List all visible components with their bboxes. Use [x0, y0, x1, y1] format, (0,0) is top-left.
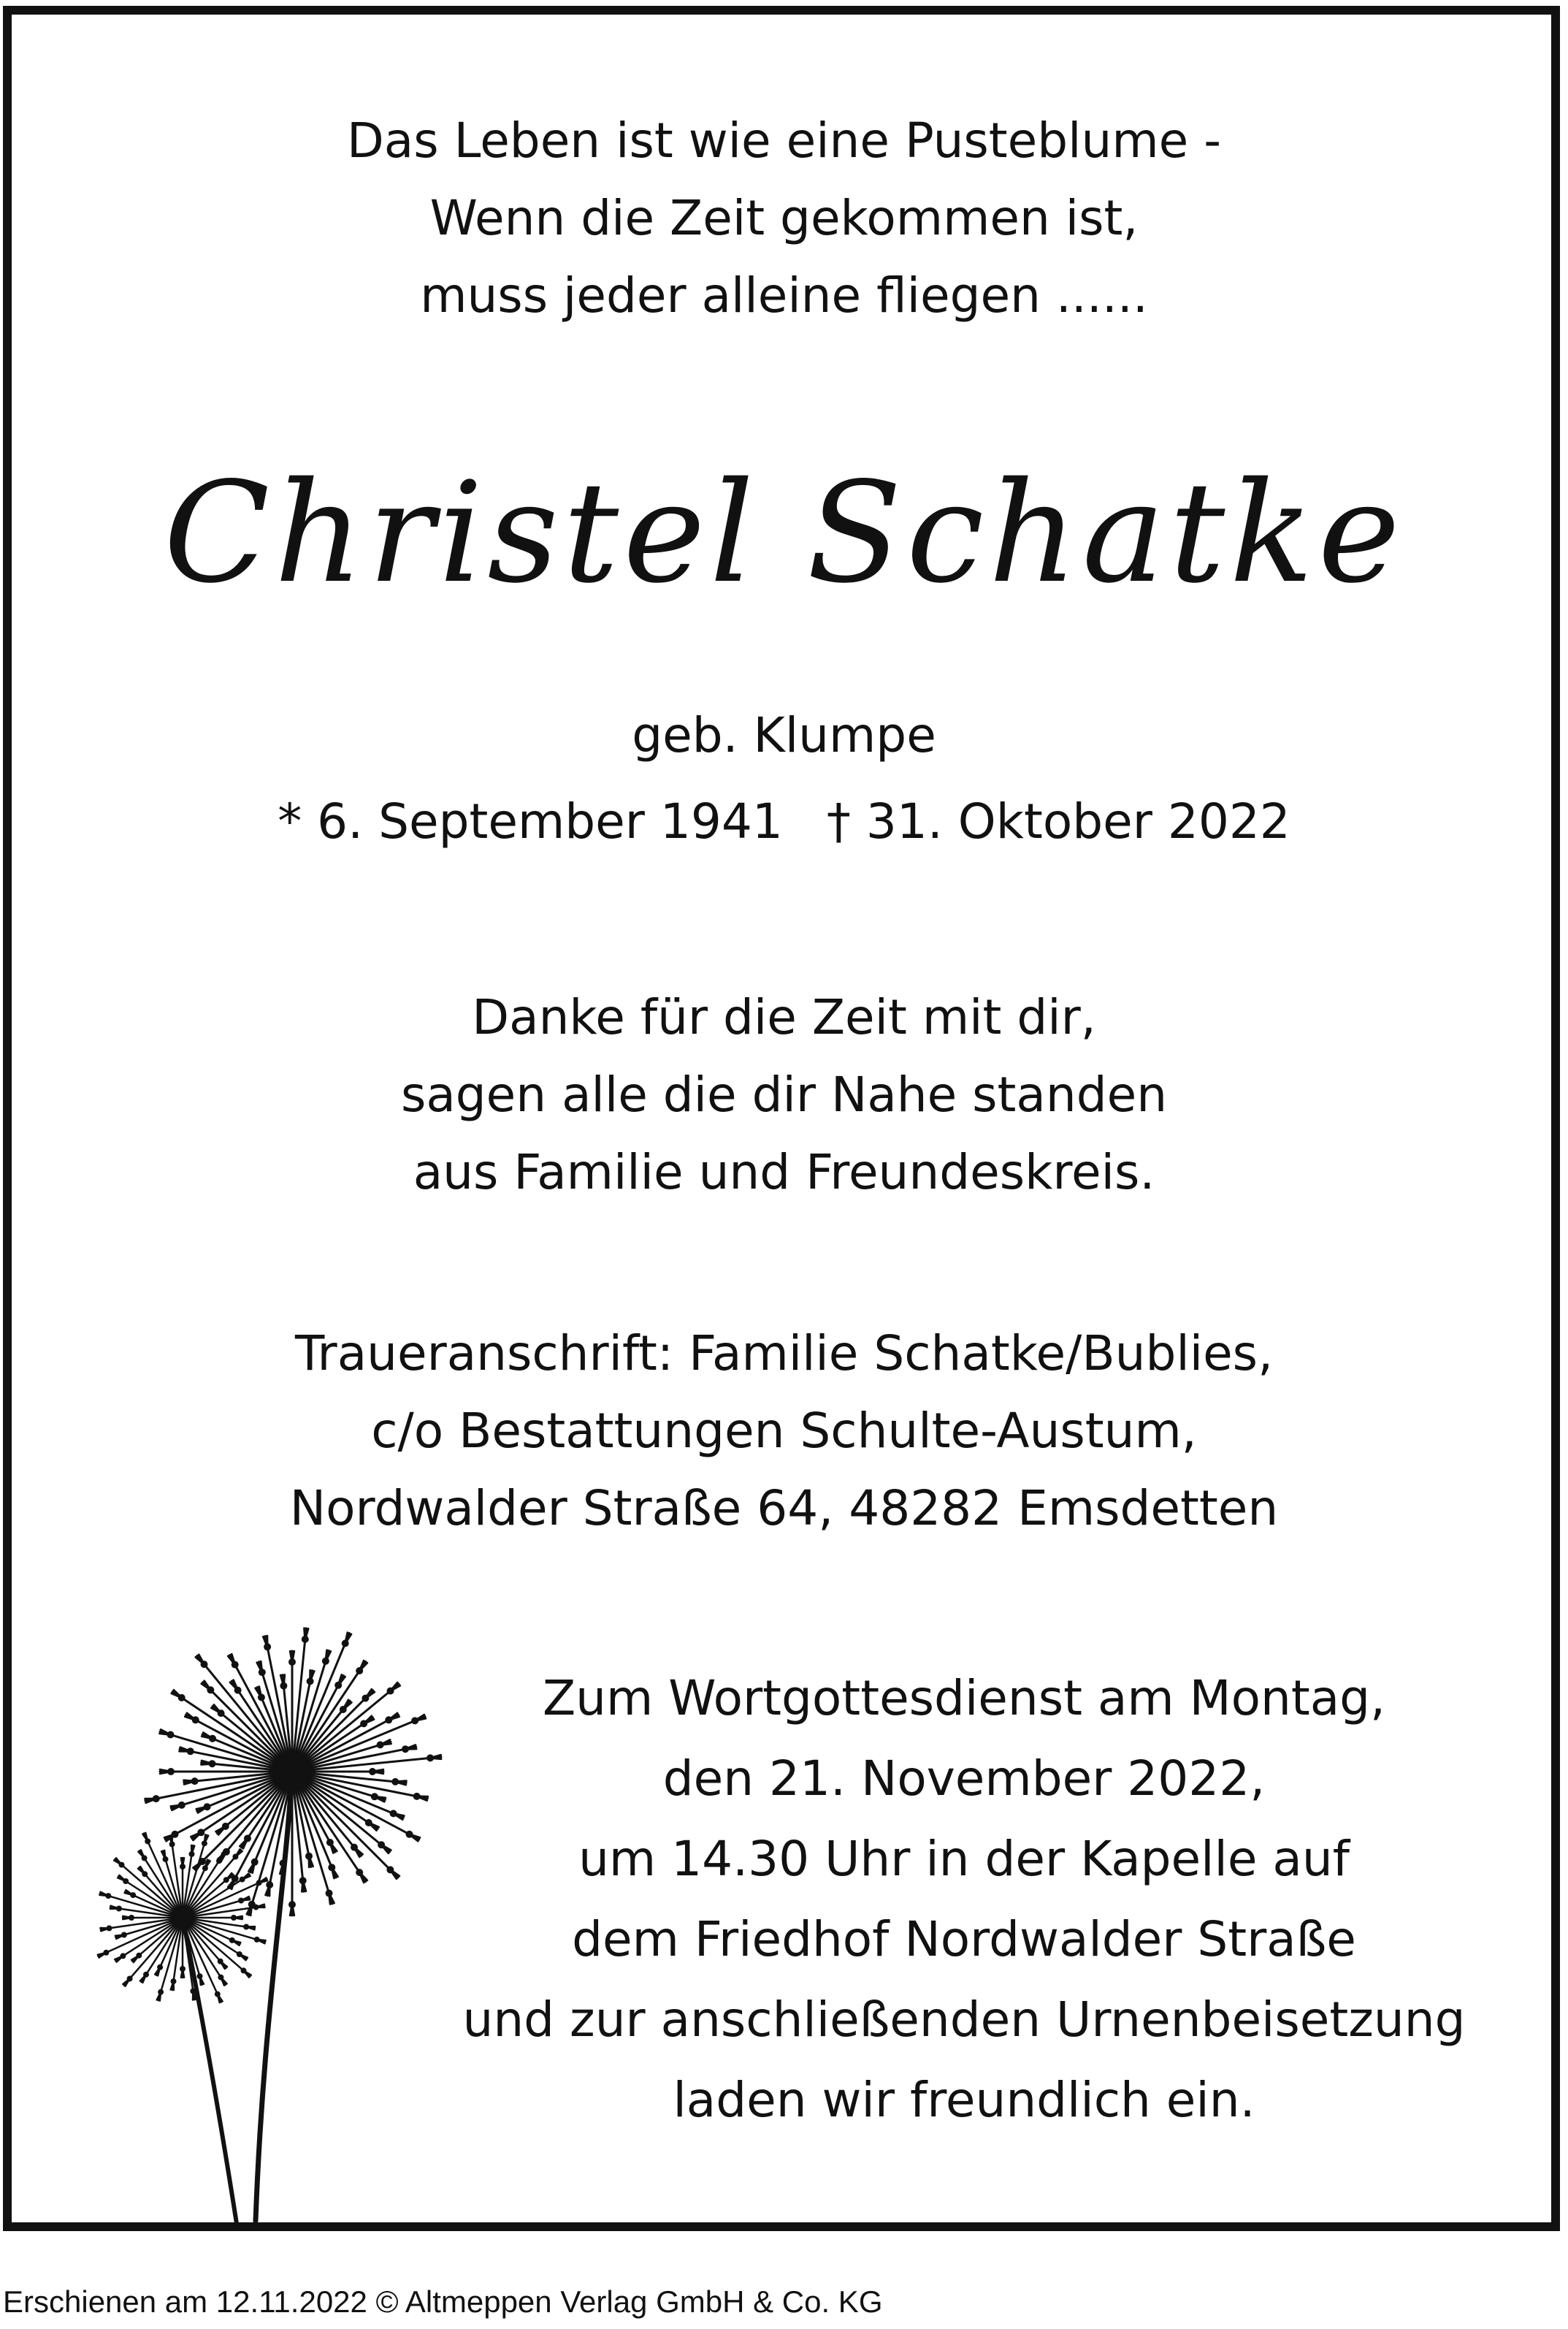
service-invitation: [409, 1658, 1519, 2141]
motto-line: muss jeder alleine fliegen ......: [420, 267, 1148, 324]
address-line: Traueranschrift: Familie Schatke/Bublies,: [294, 1325, 1274, 1381]
motto: [0, 102, 1568, 335]
address-line: Nordwalder Straße 64, 48282 Emsdetten: [289, 1480, 1279, 1536]
service-line: den 21. November 2022,: [662, 1750, 1266, 1807]
deceased-name: Christel Schatke: [164, 452, 1404, 614]
motto-line: Das Leben ist wie eine Pusteblume -: [346, 113, 1222, 169]
thanks-line: Danke für die Zeit mit dir,: [472, 989, 1096, 1045]
life-dates: [0, 782, 1568, 862]
publication-footer: Erschienen am 12.11.2022 © Altmeppen Verlag GmbH & Co. KG: [3, 2284, 883, 2319]
death-date: † 31. Oktober 2022: [826, 793, 1290, 850]
address-line: c/o Bestattungen Schulte-Austum,: [371, 1403, 1197, 1459]
thanks-line: sagen alle die dir Nahe standen: [400, 1067, 1168, 1123]
thanks-text: [0, 979, 1568, 1211]
service-line: dem Friedhof Nordwalder Straße: [572, 1911, 1356, 1967]
born-name: geb. Klumpe: [632, 707, 936, 763]
mourning-address: [0, 1315, 1568, 1547]
service-line: und zur anschließenden Urnenbeisetzung: [462, 1991, 1466, 2048]
thanks-line: aus Familie und Freundeskreis.: [413, 1144, 1155, 1200]
birth-date: * 6. September 1941: [278, 793, 783, 850]
service-line: laden wir freundlich ein.: [673, 2072, 1255, 2128]
motto-line: Wenn die Zeit gekommen ist,: [429, 190, 1139, 246]
service-line: um 14.30 Uhr in der Kapelle auf: [578, 1831, 1350, 1887]
service-line: Zum Wortgottesdienst am Montag,: [542, 1670, 1386, 1726]
dandelion-icon: [73, 1585, 453, 2235]
